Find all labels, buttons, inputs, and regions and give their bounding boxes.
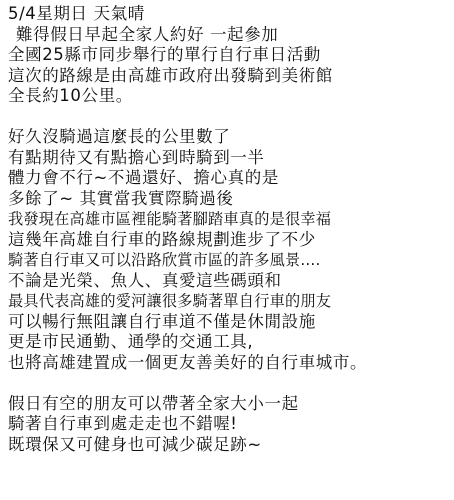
diary-line: 體力會不行~不過還好、擔心真的是 bbox=[8, 168, 279, 187]
diary-line: 多餘了~ 其實當我實際騎過後 bbox=[8, 188, 234, 208]
diary-line: 不論是光榮、魚人、真愛這些碼頭和 bbox=[8, 270, 282, 290]
diary-text-block bbox=[8, 4, 452, 455]
diary-line: 假日有空的朋友可以帶著全家大小一起 bbox=[8, 393, 299, 413]
diary-line: 有點期待又有點擔心到時騎到一半 bbox=[8, 147, 265, 167]
diary-line: 也將高雄建置成一個更友善美好的自行車城市。 bbox=[8, 352, 368, 372]
diary-line: 難得假日早起全家人約好 一起參加 bbox=[16, 24, 279, 44]
diary-line: 更是市民通勤、通學的交通工具, bbox=[8, 332, 254, 351]
diary-line: 既環保又可健身也可減少碳足跡~ bbox=[8, 434, 262, 454]
paragraph-gap bbox=[8, 373, 452, 394]
diary-line: 最具代表高雄的愛河讓很多騎著單自行車的朋友 bbox=[8, 292, 332, 310]
diary-line: 騎著自行車又可以沿路欣賞市區的許多風景.... bbox=[8, 251, 321, 269]
diary-line: 好久沒騎過這麼長的公里數了 bbox=[8, 127, 231, 146]
diary-line: 我發現在高雄市區裡能騎著腳踏車真的是很幸福 bbox=[8, 210, 332, 228]
diary-line: 可以暢行無阻讓自行車道不僅是休閒設施 bbox=[8, 311, 316, 331]
diary-line: 騎著自行車到處走走也不錯喔! bbox=[8, 414, 238, 433]
diary-line: 全國25縣市同步舉行的單行自行車日活動 bbox=[8, 45, 321, 64]
diary-line: 這次的路線是由高雄市政府出發騎到美術館 bbox=[8, 65, 333, 85]
diary-date-line: 5/4星期日 天氣晴 bbox=[8, 4, 145, 23]
diary-line: 這幾年高雄自行車的路線規劃進步了不少 bbox=[8, 229, 316, 249]
diary-line: 全長約10公里。 bbox=[8, 86, 133, 105]
paragraph-gap bbox=[8, 107, 452, 128]
